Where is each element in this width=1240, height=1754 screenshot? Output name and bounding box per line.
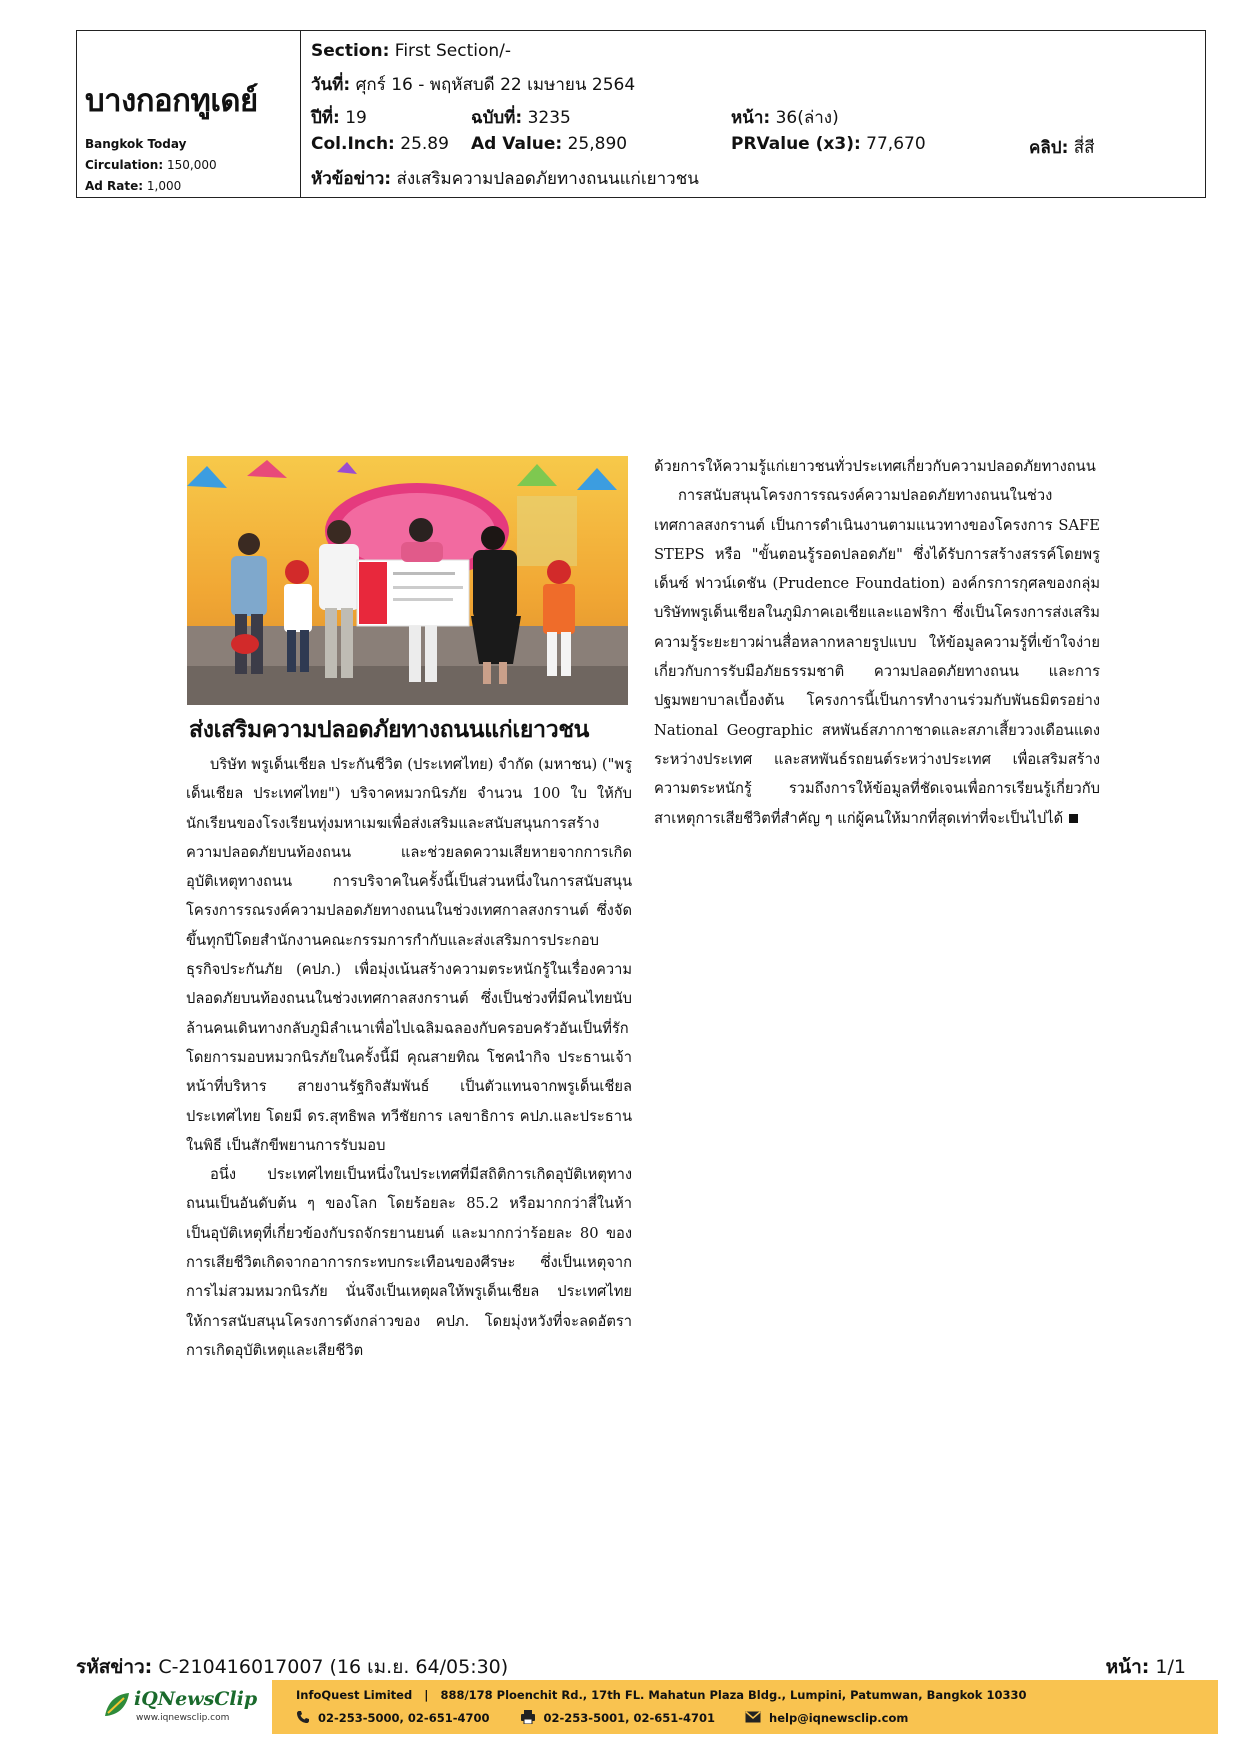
date: วันที่: ศุกร์ 16 - พฤหัสบดี 22 เมษายน 2564 [311,75,636,95]
ad-value: Ad Value: 25,890 [471,134,628,154]
col-inch: Col.Inch: 25.89 [311,134,449,154]
company-address: InfoQuest Limited | 888/178 Ploenchit Rd., 17th FL. Mahatun Plaza Bldg., Lumpini, Patumwan, Bangkok 10330 [296,1688,1027,1702]
ad-rate: Ad Rate: 1,000 [85,179,182,193]
article-paragraph: บริษัท พรูเด็นเชียล ประกันชีวิต (ประเทศไทย) จำกัด (มหาชน) ("พรูเด็นเชียล ประเทศไทย") บริจาคหมวกนิรภัย จำนวน 100 ใบ ให้กับนักเรียนของโรงเรียนทุ่งมหาเมฆเพื่อส่งเสริมและสนับสนุนการสร้างความปลอดภัยบนท้องถนน และช่วยลดความเสียหายจากการเกิดอุบัติเหตุทางถนน การบริจาคในครั้งนี้เป็นส่วนหนึ่งในการสนับสนุนโครงการรณรงค์ความปลอดภัยทางถนนในช่วงเทศกาลสงกรานต์ ซึ่งจัดขึ้นทุกปีโดยสำนักงานคณะกรรมการกำกับและส่งเสริมการประกอบธุรกิจประกันภัย (คปภ.) เพื่อมุ่งเน้นสร้างความตระหนักรู้ในเรื่องความปลอดภัยบนท้องถนนในช่วงเทศกาลสงกรานต์ ซึ่งเป็นช่วงที่มีคนไทยนับล้านคนเดินทางกลับภูมิลำเนาเพื่อไปเฉลิมฉลองกับครอบครัวอันเป็นที่รัก โดยการมอบหมวกนิรภัยในครั้งนี้มี คุณสายทิณ โชคนำกิจ ประธานเจ้าหน้าที่บริหาร สายงานรัฐกิจสัมพันธ์ เป็นตัวแทนจากพรูเด็นเชียลประเทศไทย โดยมี ดร.สุทธิพล ทวีชัยการ เลขาธิการ คปภ.และประธานในพิธี เป็นสักขีพยานการรับมอบ [186,756,632,1154]
iqnewsclip-logo [100,1684,270,1730]
logo-url: www.iqnewsclip.com [136,1713,230,1723]
issue: ฉบับที่: 3235 [471,108,571,128]
article-paragraph: ด้วยการให้ความรู้แก่เยาวชนทั่วประเทศเกี่ยวกับความปลอดภัยทางถนน [654,458,1096,475]
clip-details [303,31,1205,197]
logo-text: iQNewsClip [134,1688,258,1710]
page-number: หน้า: 1/1 [1105,1656,1186,1678]
article-paragraph: การสนับสนุนโครงการรณรงค์ความปลอดภัยทางถนนในช่วงเทศกาลสงกรานต์ เป็นการดำเนินงานตามแนวทางของโครงการ SAFE STEPS หรือ "ขั้นตอนรู้รอดปลอดภัย" ซึ่งได้รับการสร้างสรรค์โดยพรูเด็นซ์ ฟาวน์เดชัน (Prudence Foundation) องค์กรการกุศลของกลุ่มบริษัทพรูเด็นเชียลในภูมิภาคเอเชียและแอฟริกา ซึ่งเป็นโครงการส่งเสริมความรู้ระยะยาวผ่านสื่อหลากหลายรูปแบบ ให้ข้อมูลความรู้ที่เข้าใจง่ายเกี่ยวกับการรับมือภัยธรรมชาติ ความปลอดภัยทางถนน และการปฐมพยาบาลเบื้องต้น โครงการนี้เป็นการทำงานร่วมกับพันธมิตรอย่าง National Geographic สหพันธ์สภากาชาดและสภาเสี้ยววงเดือนแดงระหว่างประเทศ และสหพันธ์รถยนต์ระหว่างประเทศ เพื่อเสริมสร้างความตระหนักรู้ รวมถึงการให้ข้อมูลที่ชัดเจนเพื่อการเรียนรู้เกี่ยวกับสาเหตุการเสียชีวิตที่สำคัญ ๆ แก่ผู้คนให้มากที่สุดเท่าที่จะเป็นไปได้ [654,487,1100,827]
publication-name-en: Bangkok Today [85,137,187,151]
fax-icon [520,1710,536,1727]
headline-field: หัวข้อข่าว: ส่งเสริมความปลอดภัยทางถนนแก่เยาวชน [311,169,699,189]
email-icon [745,1711,761,1726]
publication-name: บางกอกทูเดย์ [85,83,258,119]
circulation: Circulation: 150,000 [85,158,217,172]
clipping-header [76,30,1206,198]
section: Section: First Section/- [311,41,511,61]
news-code: รหัสข่าว: C-210416017007 (16 เม.ย. 64/05:30) [76,1656,509,1678]
logo-leaf-icon [102,1690,132,1720]
article-headline: ส่งเสริมความปลอดภัยทางถนนแก่เยาวชน [189,717,590,743]
publication-panel [77,31,301,197]
article-photo [187,456,628,705]
footer-banner [96,1680,1218,1734]
article-column-2 [654,452,1100,833]
end-of-article-mark [1069,814,1078,823]
contact-line: 02-253-5000, 02-651-4700 02-253-5001, 02-651-4701 help@iqnewsclip.com [296,1710,908,1727]
article-paragraph: อนึ่ง ประเทศไทยเป็นหนึ่งในประเทศที่มีสถิติการเกิดอุบัติเหตุทางถนนเป็นอันดับต้น ๆ ของโลก โดยร้อยละ 85.2 หรือมากกว่าสี่ในห้า เป็นอุบัติเหตุที่เกี่ยวข้องกับรถจักรยานยนต์ และมากกว่าร้อยละ 80 ของการเสียชีวิตเกิดจากอาการกระทบกระเทือนของศีรษะ ซึ่งเป็นเหตุจากการไม่สวมหมวกนิรภัย นั่นจึงเป็นเหตุผลให้พรูเด็นเชียล ประเทศไทย ให้การสนับสนุนโครงการดังกล่าวของ คปภ. โดยมุ่งหวังที่จะลดอัตราการเกิดอุบัติเหตุและเสียชีวิต [186,1166,632,1359]
article-column-1 [186,750,632,1365]
contact-bar [272,1680,1218,1734]
clip-color: คลิป: สี่สี [1029,138,1095,158]
page: หน้า: 36(ล่าง) [731,108,839,128]
year: ปีที่: 19 [311,108,367,128]
pr-value: PRValue (x3): 77,670 [731,134,926,154]
phone-icon [296,1710,310,1727]
